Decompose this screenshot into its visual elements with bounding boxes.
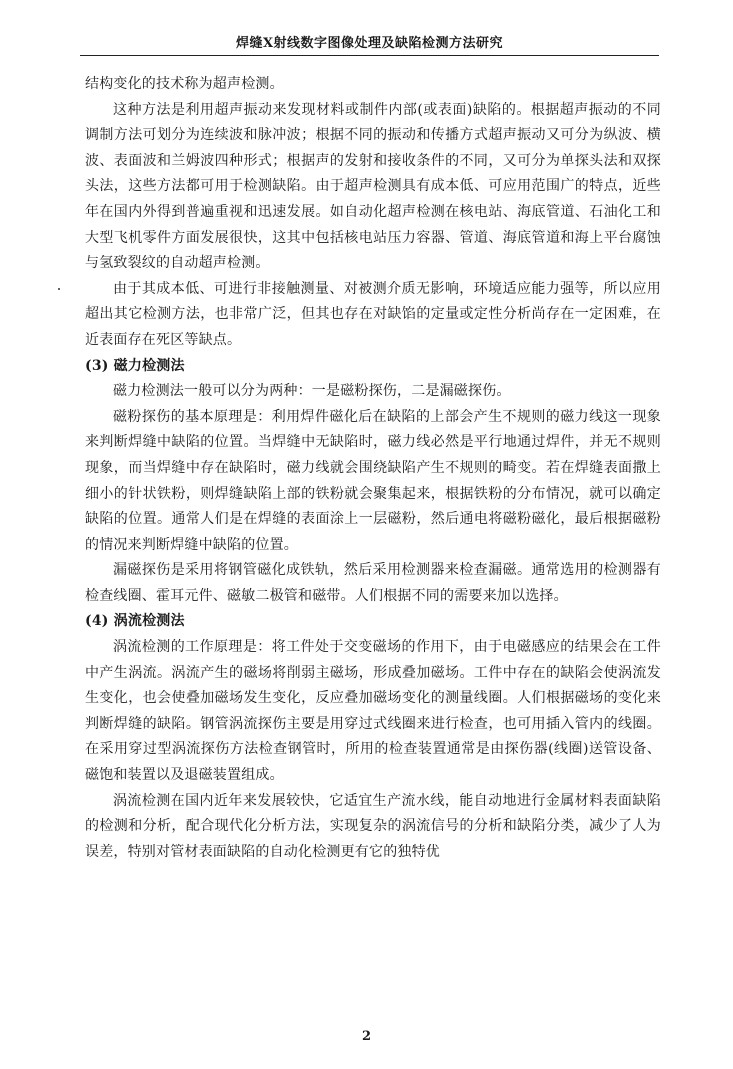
- section-heading-eddy: (4) 涡流检测法: [85, 613, 185, 630]
- paragraph-ultrasonic-method: 这种方法是利用超声振动来发现材料或制件内部(或表面)缺陷的。根据超声振动的不同调制方法可划分为连续波和脉冲波；根据不同的振动和传播方式超声振动又可分为纵波、横波、表面波和兰姆波四种形式；根据声的发射和接收条件的不同，又可分为单探头法和双探头法，这些方法都可用于检测缺陷。由于超声检测具有成本低、可应用范围广的特点，近些年在国内外得到普遍重视和迅速发展。如自动化超声检测在核电站、海底管道、石油化工和大型飞机零件方面发展很快，这其中包括核电站压力容器、管道、海底管道和海上平台腐蚀与氢致裂纹的自动超声检测。: [85, 101, 661, 272]
- paragraph-magnetic-intro: 磁力检测法一般可以分为两种：一是磁粉探伤，二是漏磁探伤。: [113, 383, 511, 400]
- paragraph-continuation: 结构变化的技术称为超声检测。: [85, 76, 284, 92]
- page-header-title: 焊缝X射线数字图像处理及缺陷检测方法研究: [235, 36, 504, 51]
- margin-dot: [58, 288, 60, 290]
- paragraph-eddy-development: 涡流检测在国内近年来发展较快，它适宜生产流水线，能自动地进行金属材料表面缺陷的检测和分析，配合现代化分析方法，实现复杂的涡流信号的分析和缺陷分类，减少了人为误差，特别对管材表面缺陷的自动化检测更有它的独特优: [85, 792, 661, 860]
- paragraph-ultrasonic-pros-cons: 由于其成本低、可进行非接触测量、对被测介质无影响，环境适应能力强等，所以应用超出其它检测方法，也非常广泛，但其也存在对缺馅的定量或定性分析尚存在一定困难，在近表面存在死区等缺点。: [85, 280, 661, 348]
- page-number: 2: [361, 1029, 372, 1044]
- paragraph-magnetic-leakage: 漏磁探伤是采用将钢管磁化成铁轨，然后采用检测器来检查漏磁。通常选用的检测器有检查线圈、霍耳元件、磁敏二极管和磁带。人们根据不同的需要来加以选择。: [85, 562, 661, 604]
- section-heading-magnetic: (3) 磁力检测法: [85, 357, 185, 374]
- paragraph-eddy-principle: 涡流检测的工作原理是：将工件处于交变磁场的作用下，由于电磁感应的结果会在工件中产生涡流。涡流产生的磁场将削弱主磁场，形成叠加磁场。工件中存在的缺陷会使涡流发生变化，也会使叠加磁场发生变化，反应叠加磁场变化的测量线圈。人们根据磁场的变化来判断焊缝的缺陷。钢管涡流探伤主要是用穿过式线圈来进行检查，也可用插入管内的线圈。在采用穿过型涡流探伤方法检查钢管时，所用的检查装置通常是由探伤器(线圈)送管设备、磁饱和装置以及退磁装置组成。: [85, 639, 661, 784]
- header-rule: [80, 55, 659, 56]
- paragraph-magnetic-particle: 磁粉探伤的基本原理是：利用焊件磁化后在缺陷的上部会产生不规则的磁力线这一现象来判断焊缝中缺陷的位置。当焊缝中无缺陷时，磁力线必然是平行地通过焊件，并无不规则现象，而当焊缝中存在缺陷时，磁力线就会围绕缺陷产生不规则的畸变。若在焊缝表面撒上细小的针状铁粉，则焊缝缺陷上部的铁粉就会聚集起来，根据铁粉的分布情况，就可以确定缺陷的位置。通常人们是在焊缝的表面涂上一层磁粉，然后通电将磁粉磁化，最后根据磁粉的情况来判断焊缝中缺陷的位置。: [85, 408, 661, 553]
- body-text: [85, 72, 661, 865]
